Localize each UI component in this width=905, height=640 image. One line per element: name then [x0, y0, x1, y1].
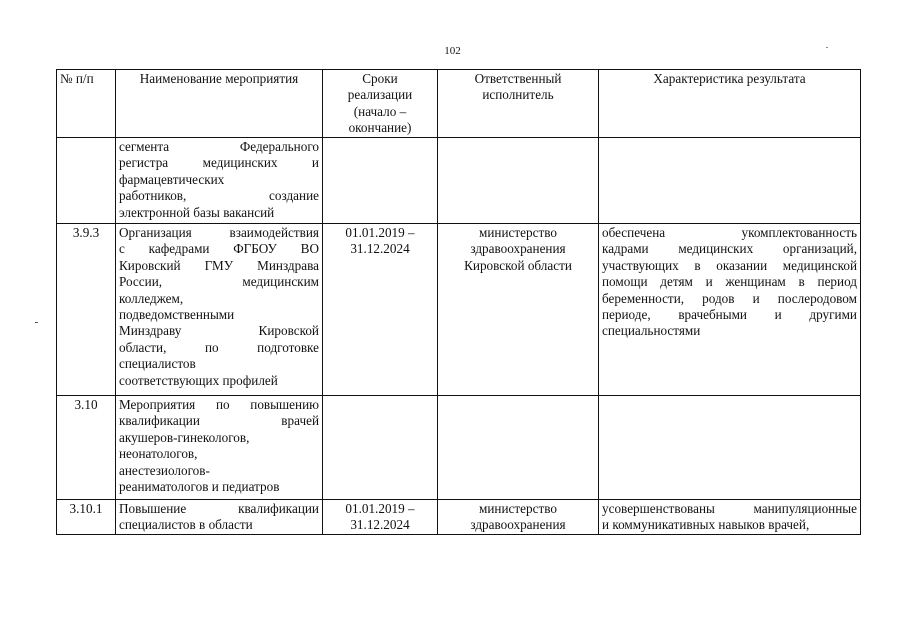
header-dates-line: Сроки	[362, 71, 398, 86]
header-number: № п/п	[57, 70, 116, 138]
measure-name-line: неонатологов,	[119, 446, 198, 462]
measure-name-line: специалистов в области	[119, 517, 253, 533]
result-line: периоде, врачебными и другими	[602, 307, 857, 323]
table-row	[57, 138, 861, 224]
header-dates	[323, 70, 438, 138]
responsible-line: министерство	[479, 501, 557, 516]
header-dates-line: окончание)	[348, 120, 412, 136]
measures-table	[56, 69, 861, 535]
header-measure-name: Наименование мероприятия	[116, 70, 323, 138]
header-responsible-line: Ответственный	[474, 71, 562, 86]
measure-name-line: Организация взаимодействия	[119, 225, 319, 240]
row-number-cell: 3.10.1	[57, 500, 116, 535]
row-number-cell: 3.10	[57, 396, 116, 500]
result-cell	[599, 396, 861, 500]
measure-name-line: Кировский ГМУ Минздрава	[119, 257, 319, 273]
measure-name-line: колледжем,	[119, 290, 184, 306]
dates-line: 31.12.2024	[350, 517, 410, 533]
measure-name-line: с кафедрами ФГБОУ ВО	[119, 241, 319, 257]
measure-name-line: фармацевтических	[119, 171, 225, 187]
responsible-cell	[438, 396, 599, 500]
responsible-cell	[438, 500, 599, 535]
dates-line: 01.01.2019 –	[345, 501, 415, 516]
dates-cell	[323, 500, 438, 535]
measure-name-line: подведомственными	[119, 307, 235, 323]
dates-line: 01.01.2019 –	[345, 225, 415, 240]
result-line: и коммуникативных навыков врачей,	[602, 517, 810, 533]
measure-name-line: Мероприятия по повышению	[119, 397, 319, 412]
measure-name-line: России, медицинским	[119, 274, 319, 290]
result-line: кадрами медицинских организаций,	[602, 241, 857, 257]
result-cell	[599, 224, 861, 396]
measure-name-line: соответствующих профилей	[119, 372, 278, 388]
table-row	[57, 224, 861, 396]
dates-line: 31.12.2024	[350, 241, 410, 257]
measure-name-line: акушеров-гинекологов,	[119, 429, 250, 445]
measure-name-line: специалистов	[119, 356, 196, 372]
page-number: 102	[444, 45, 461, 57]
measure-name-line: работников, создание	[119, 188, 319, 204]
header-responsible	[438, 70, 599, 138]
measure-name-cell	[116, 224, 323, 396]
responsible-cell	[438, 138, 599, 224]
measure-name-line: электронной базы вакансий	[119, 204, 275, 220]
measure-name-line: Повышение квалификации	[119, 501, 319, 516]
measure-name-line: регистра медицинских и	[119, 155, 319, 171]
dates-cell	[323, 224, 438, 396]
result-cell	[599, 138, 861, 224]
dates-cell	[323, 138, 438, 224]
result-line: специальностями	[602, 323, 701, 339]
measure-name-line: Минздраву Кировской	[119, 323, 319, 339]
table-body	[57, 138, 861, 535]
header-dates-line: реализации	[347, 87, 413, 103]
result-line: усовершенствованы манипуляционные	[602, 501, 857, 516]
result-line: участвующих в оказании медицинской	[602, 257, 857, 273]
measure-name-line: анестезиологов-	[119, 462, 210, 478]
responsible-line: министерство	[479, 225, 557, 240]
measure-name-line: сегмента Федерального	[119, 139, 319, 154]
measure-name-line: области, по подготовке	[119, 339, 319, 355]
table-row	[57, 396, 861, 500]
responsible-cell	[438, 224, 599, 396]
measure-name-cell	[116, 500, 323, 535]
result-cell	[599, 500, 861, 535]
responsible-line: здравоохранения	[470, 517, 566, 533]
header-responsible-line: исполнитель	[482, 87, 554, 103]
measure-name-line: реаниматологов и педиатров	[119, 479, 280, 495]
responsible-line: здравоохранения	[470, 241, 566, 257]
responsible-line: Кировской области	[464, 257, 572, 273]
table-header-row	[57, 70, 861, 138]
header-result: Характеристика результата	[599, 70, 861, 138]
row-number-cell	[57, 138, 116, 224]
scan-speck	[826, 47, 828, 48]
scan-speck	[35, 322, 38, 323]
result-line: беременности, родов и послеродовом	[602, 290, 857, 306]
measure-name-cell	[116, 138, 323, 224]
row-number-cell: 3.9.3	[57, 224, 116, 396]
table-row	[57, 500, 861, 535]
header-dates-line: (начало –	[353, 103, 407, 119]
measure-name-line: квалификации врачей	[119, 413, 319, 429]
measure-name-cell	[116, 396, 323, 500]
result-line: обеспечена укомплектованность	[602, 225, 857, 240]
dates-cell	[323, 396, 438, 500]
result-line: помощи детям и женщинам в период	[602, 274, 857, 290]
